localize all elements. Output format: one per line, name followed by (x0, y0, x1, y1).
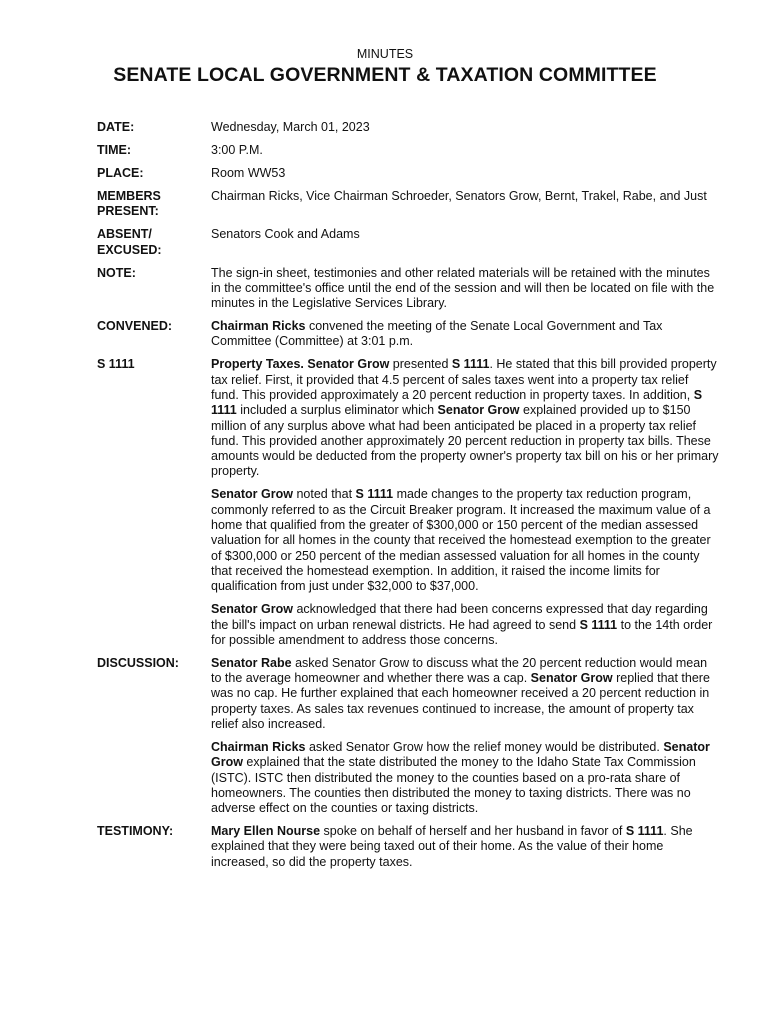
bold-text: Senator Grow (437, 403, 520, 418)
minutes-body (97, 120, 722, 878)
row-value (211, 656, 719, 817)
row-label: NOTE: (97, 265, 136, 280)
paragraph (211, 143, 719, 158)
paragraph (211, 319, 719, 350)
paragraph (211, 189, 719, 204)
minutes-row (97, 824, 722, 870)
bold-text: Chairman Ricks (211, 319, 306, 334)
bold-text: Senator Grow (211, 739, 710, 770)
bold-text: S 1111 (451, 357, 490, 372)
paragraph (211, 740, 719, 816)
row-label: TESTIMONY: (97, 824, 174, 839)
paragraph (211, 357, 719, 479)
minutes-row (97, 143, 722, 158)
paragraph (211, 120, 719, 135)
bold-text: Senator Grow (211, 487, 293, 502)
row-label: CONVENED: (97, 319, 173, 334)
text: noted that (292, 487, 356, 502)
row-value (211, 227, 719, 258)
text: Senators Cook and Adams (211, 227, 360, 242)
row-value (211, 120, 719, 135)
text: . He stated that this bill provided property tax relief. First, it provided that 4.5 percent of sales taxes went into a property tax relief fund. This provided approximately a 20 percent reduction in property taxes. In addition, (211, 357, 717, 402)
row-label: MEMBERS PRESENT: (97, 188, 161, 219)
text: asked Senator Grow to discuss what the 20 percent reduction would mean to the average homeowner and whether there was a cap. (211, 655, 708, 686)
text: Room WW53 (211, 165, 286, 180)
paragraph (211, 824, 719, 870)
text: The sign-in sheet, testimonies and other related materials will be retained with the minutes in the committee's office until the end of the session and will then be located on file with the minutes in the Legislative Services Library. (211, 265, 715, 311)
bold-text: Senator Grow (307, 357, 390, 372)
row-label: S 1111 (97, 357, 135, 372)
row-label: DATE: (97, 120, 135, 134)
row-value (211, 266, 719, 312)
text: . She explained that they were being taxed out of their home. As the value of their home increased, so did the property taxes. (211, 824, 693, 869)
row-value (211, 189, 719, 220)
text: explained that the state distributed the money to the Idaho State Tax Commission (ISTC). ISTC then distributed the money to the counties based on a pro-rata share of homeowners. The counties then distributed the money to taxing districts. There was no adverse effect on the counties or taxing districts. (211, 755, 696, 816)
bold-text: S 1111 (579, 617, 618, 632)
minutes-row (97, 357, 722, 648)
bold-text: Senator Rabe (211, 655, 292, 670)
text: Wednesday, March 01, 2023 (211, 120, 370, 134)
minutes-row (97, 656, 722, 817)
paragraph (211, 166, 719, 181)
row-value (211, 357, 719, 648)
minutes-row (97, 266, 722, 312)
text: convened the meeting of the Senate Local Government and Tax Committee (Committee) at 3:01 p.m. (211, 319, 663, 349)
paragraph (211, 602, 719, 648)
minutes-row (97, 227, 722, 258)
minutes-row (97, 120, 722, 135)
text: made changes to the property tax reduction program, commonly referred to as the Circuit Breaker program. It increased the maximum value of a home that qualified from the greater of $300,000 or 150 percent of the median assessed valuation for all homes in the county that received the homestead exemption to the greater of $300,000 or 250 percent of the median assessed valuation for all homes in the county that received the homestead exemption. In addition, it raised the income limits for qualification from just under $32,000 to $37,000. (211, 487, 711, 594)
text: presented (389, 357, 452, 372)
bold-text: S 1111 (355, 487, 394, 502)
document-kicker: MINUTES (356, 47, 414, 61)
bold-text: S 1111 (625, 824, 664, 839)
minutes-row (97, 319, 722, 350)
bold-text: S 1111 (211, 387, 703, 418)
text: Chairman Ricks, Vice Chairman Schroeder, Senators Grow, Bernt, Trakel, Rabe, and Just (211, 188, 707, 203)
text: explained provided up to $150 million of any surplus above what had been anticipated be placed in a property tax relief fund. This provided another approximately 20 percent reduction in property tax bills. These amounts would be deducted from the property owner's property tax bill on his or her primary property. (211, 403, 719, 479)
text: acknowledged that there had been concerns expressed that day regarding the bill's impact on urban renewal districts. He had agreed to send (211, 602, 708, 632)
paragraph (211, 227, 719, 242)
minutes-row (97, 166, 722, 181)
text: included a surplus eliminator which (236, 403, 438, 418)
paragraph (211, 266, 719, 312)
text: asked Senator Grow how the relief money would be distributed. (305, 739, 664, 754)
bold-text: Property Taxes. (211, 357, 304, 372)
minutes-row (97, 189, 722, 220)
bold-text: Mary Ellen Nourse (211, 824, 321, 839)
row-value (211, 143, 719, 158)
text: to the 14th order for possible amendment to address those concerns. (211, 617, 713, 647)
row-label: PLACE: (97, 165, 144, 180)
document-title: SENATE LOCAL GOVERNMENT & TAXATION COMMITTEE (113, 64, 657, 86)
row-label: ABSENT/ EXCUSED: (97, 227, 162, 257)
text: spoke on behalf of herself and her husband in favor of (320, 824, 626, 839)
row-value (211, 824, 719, 870)
paragraph (211, 656, 719, 732)
row-label: DISCUSSION: (97, 655, 179, 670)
text: 3:00 P.M. (211, 142, 263, 157)
text: replied that there was no cap. He further explained that each homeowner received a 20 percent reduction in property taxes. As sales tax revenues continued to increase, the amount of property tax relief also increased. (211, 671, 710, 731)
paragraph (211, 487, 719, 594)
bold-text: Senator Grow (530, 671, 613, 686)
bold-text: Senator Grow (211, 602, 293, 617)
row-label: TIME: (97, 142, 132, 157)
row-value (211, 166, 719, 181)
row-value (211, 319, 719, 350)
bold-text: Chairman Ricks (211, 739, 306, 754)
